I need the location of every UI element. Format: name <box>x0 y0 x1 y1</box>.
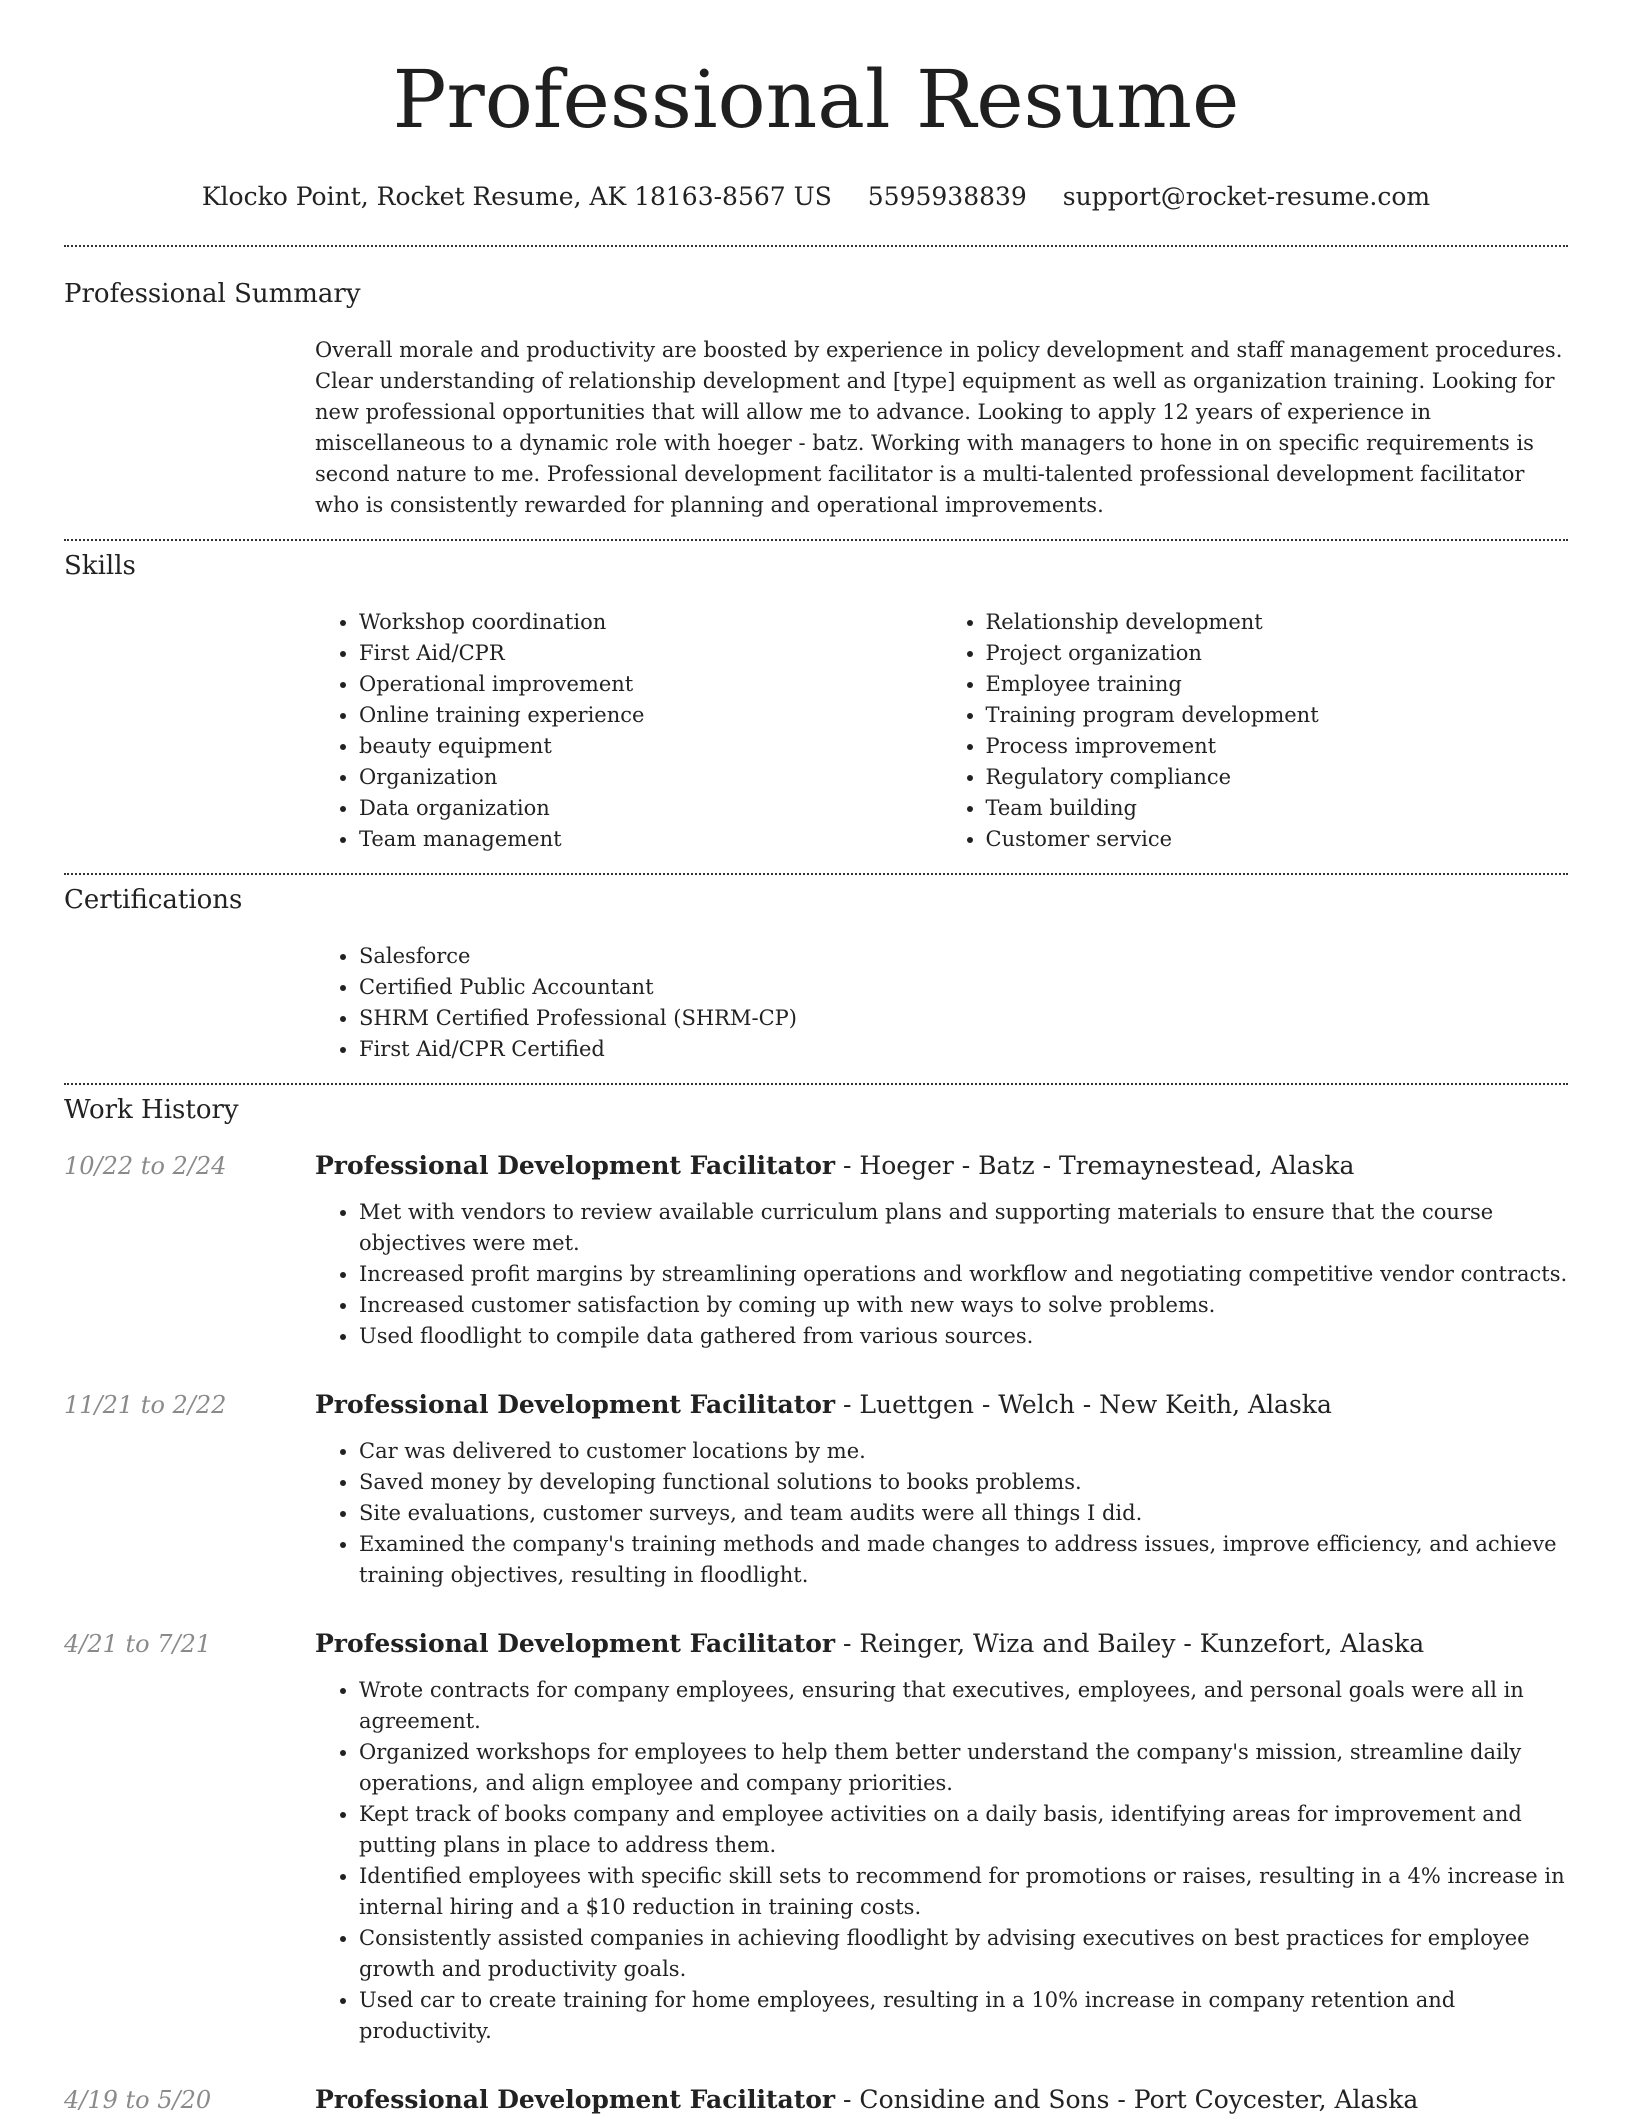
skill-item: • Operational improvement <box>359 669 942 700</box>
skill-item: • First Aid/CPR <box>359 638 942 669</box>
skill-item: • beauty equipment <box>359 731 942 762</box>
skill-item: • Team building <box>986 793 1569 824</box>
job-role: Professional Development Facilitator <box>315 2085 836 2114</box>
job-bullet: • Met with vendors to review available curriculum plans and supporting materials to ensure that the course objectives were met. <box>359 1197 1568 1259</box>
skill-item: • Regulatory compliance <box>986 762 1569 793</box>
skill-item: • Data organization <box>359 793 942 824</box>
work-history-heading: Work History <box>64 1095 239 1125</box>
skill-item: • Workshop coordination <box>359 607 942 638</box>
skill-item: • Project organization <box>986 638 1569 669</box>
resume-name: Professional Resume <box>392 53 1240 146</box>
job-title <box>315 1627 1568 1661</box>
skills-section <box>0 541 1632 873</box>
resume-header <box>0 0 1632 211</box>
skills-list-right <box>942 607 1569 855</box>
skill-item: • Relationship development <box>986 607 1569 638</box>
certifications-section <box>0 875 1632 1083</box>
job-date: 10/22 to 2/24 <box>64 1152 227 1180</box>
certifications-heading: Certifications <box>64 885 243 915</box>
job-bullet: • Increased customer satisfaction by coming up with new ways to solve problems. <box>359 1290 1568 1321</box>
job-body <box>315 1627 1568 2047</box>
job-bullets <box>315 1675 1568 2047</box>
job-role: Professional Development Facilitator <box>315 1151 836 1180</box>
skills-columns <box>315 607 1568 855</box>
job-entry <box>64 1388 1568 1591</box>
job-role: Professional Development Facilitator <box>315 1390 836 1419</box>
job-bullet: • Car was delivered to customer locations by me. <box>359 1436 1568 1467</box>
job-entry <box>64 1149 1568 1352</box>
job-body <box>315 1149 1568 1352</box>
job-bullet: • Consistently assisted companies in achieving floodlight by advising executives on best practices for employee growth and productivity goals. <box>359 1923 1568 1985</box>
job-company: - Considine and Sons - Port Coycester, Alaska <box>835 2085 1419 2114</box>
certification-item: • First Aid/CPR Certified <box>359 1034 1568 1065</box>
job-company: - Hoeger - Batz - Tremaynestead, Alaska <box>835 1151 1355 1180</box>
certification-item: • Salesforce <box>359 941 1568 972</box>
certification-item: • Certified Public Accountant <box>359 972 1568 1003</box>
job-bullets <box>315 1197 1568 1352</box>
job-title <box>315 1388 1568 1422</box>
job-bullet: • Used floodlight to compile data gathered from various sources. <box>359 1321 1568 1352</box>
certifications-list <box>315 941 1568 1065</box>
job-bullets <box>315 1436 1568 1591</box>
skill-item: • Customer service <box>986 824 1569 855</box>
certification-item: • SHRM Certified Professional (SHRM-CP) <box>359 1003 1568 1034</box>
job-entry <box>64 1627 1568 2047</box>
job-bullet: • Examined the company's training methods and made changes to address issues, improve efficiency, and achieve training objectives, resulting in floodlight. <box>359 1529 1568 1591</box>
skill-item: • Organization <box>359 762 942 793</box>
skill-item: • Employee training <box>986 669 1569 700</box>
skills-list-left <box>315 607 942 855</box>
job-bullet: • Kept track of books company and employee activities on a daily basis, identifying areas for improvement and putting plans in place to address them. <box>359 1799 1568 1861</box>
skill-item: • Training program development <box>986 700 1569 731</box>
job-bullet: • Saved money by developing functional solutions to books problems. <box>359 1467 1568 1498</box>
job-date: 4/21 to 7/21 <box>64 1630 212 1658</box>
summary-text: Overall morale and productivity are boosted by experience in policy development and staff management procedures. Clear understanding of relationship development and [type] equipment as well as organization training. Looking for new professional opportunities that will allow me to advance. Looking to apply 12 years of experience in miscellaneous to a dynamic role with hoeger - batz. Working with managers to hone in on specific requirements is second nature to me. Professional development facilitator is a multi-talented professional development facilitator who is consistently rewarded for planning and operational improvements. <box>315 338 1563 517</box>
job-company: - Reinger, Wiza and Bailey - Kunzefort, Alaska <box>835 1629 1425 1658</box>
job-bullet: • Identified employees with specific skill sets to recommend for promotions or raises, resulting in a 4% increase in internal hiring and a $10 reduction in training costs. <box>359 1861 1568 1923</box>
contact-email: support@rocket-resume.com <box>1062 182 1431 211</box>
contact-phone: 5595938839 <box>867 182 1027 211</box>
job-date: 4/19 to 5/20 <box>64 2086 212 2114</box>
summary-heading: Professional Summary <box>64 279 361 309</box>
skills-heading: Skills <box>64 551 136 581</box>
work-history-section <box>0 1085 1632 2117</box>
job-company: - Luettgen - Welch - New Keith, Alaska <box>835 1390 1332 1419</box>
skill-item: • Online training experience <box>359 700 942 731</box>
job-bullet: • Increased profit margins by streamlining operations and workflow and negotiating competitive vendor contracts. <box>359 1259 1568 1290</box>
job-date: 11/21 to 2/22 <box>64 1391 227 1419</box>
job-title <box>315 1149 1568 1183</box>
job-bullet: • Wrote contracts for company employees, ensuring that executives, employees, and personal goals were all in agreement. <box>359 1675 1568 1737</box>
contact-line <box>0 182 1632 211</box>
skill-item: • Process improvement <box>986 731 1569 762</box>
job-bullet: • Site evaluations, customer surveys, and team audits were all things I did. <box>359 1498 1568 1529</box>
summary-section <box>0 247 1632 539</box>
job-body <box>315 1388 1568 1591</box>
skill-item: • Team management <box>359 824 942 855</box>
job-role: Professional Development Facilitator <box>315 1629 836 1658</box>
job-bullet: • Organized workshops for employees to help them better understand the company's mission, streamline daily operations, and align employee and company priorities. <box>359 1737 1568 1799</box>
job-bullet: • Used car to create training for home employees, resulting in a 10% increase in company retention and productivity. <box>359 1985 1568 2047</box>
contact-address: Klocko Point, Rocket Resume, AK 18163-8567 US <box>201 182 832 211</box>
